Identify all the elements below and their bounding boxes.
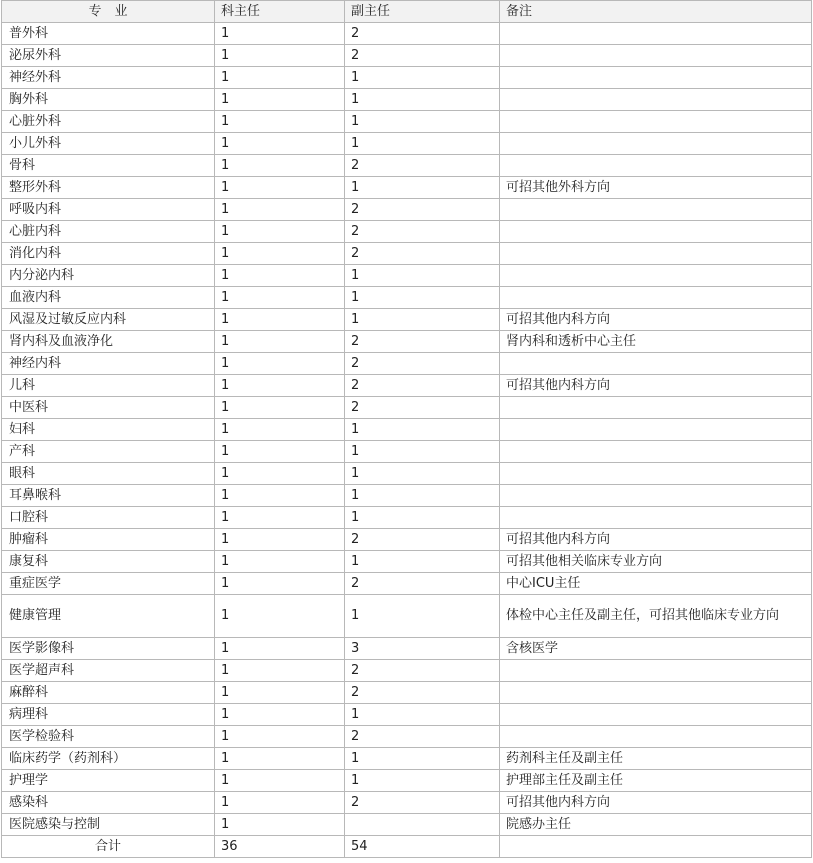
table-row bbox=[2, 419, 812, 441]
table-header-row bbox=[2, 1, 812, 23]
cell-department-head: 1 bbox=[215, 726, 345, 748]
cell-deputy-head: 2 bbox=[345, 331, 500, 353]
cell-deputy-head: 2 bbox=[345, 529, 500, 551]
cell-department-head: 1 bbox=[215, 397, 345, 419]
cell-deputy-head: 2 bbox=[345, 243, 500, 265]
cell-department-head: 1 bbox=[215, 375, 345, 397]
table-row bbox=[2, 221, 812, 243]
cell-specialty: 妇科 bbox=[2, 419, 215, 441]
total-row bbox=[2, 836, 812, 858]
cell-deputy-head: 2 bbox=[345, 682, 500, 704]
cell-department-head: 1 bbox=[215, 23, 345, 45]
cell-remarks: 中心ICU主任 bbox=[500, 573, 812, 595]
cell-specialty: 神经外科 bbox=[2, 67, 215, 89]
cell-specialty: 耳鼻喉科 bbox=[2, 485, 215, 507]
cell-department-head: 1 bbox=[215, 419, 345, 441]
table-row bbox=[2, 595, 812, 638]
cell-deputy-head: 2 bbox=[345, 23, 500, 45]
total-department-head: 36 bbox=[215, 836, 345, 858]
cell-department-head: 1 bbox=[215, 89, 345, 111]
cell-deputy-head: 2 bbox=[345, 221, 500, 243]
cell-remarks bbox=[500, 485, 812, 507]
cell-department-head: 1 bbox=[215, 287, 345, 309]
cell-specialty: 胸外科 bbox=[2, 89, 215, 111]
cell-department-head: 1 bbox=[215, 67, 345, 89]
cell-remarks: 可招其他相关临床专业方向 bbox=[500, 551, 812, 573]
total-remarks bbox=[500, 836, 812, 858]
cell-deputy-head: 1 bbox=[345, 485, 500, 507]
cell-remarks bbox=[500, 155, 812, 177]
cell-deputy-head: 1 bbox=[345, 67, 500, 89]
cell-specialty: 口腔科 bbox=[2, 507, 215, 529]
cell-remarks bbox=[500, 704, 812, 726]
cell-specialty: 医学检验科 bbox=[2, 726, 215, 748]
cell-deputy-head: 1 bbox=[345, 111, 500, 133]
table-row bbox=[2, 375, 812, 397]
cell-remarks: 含核医学 bbox=[500, 638, 812, 660]
cell-department-head: 1 bbox=[215, 331, 345, 353]
table-row bbox=[2, 463, 812, 485]
cell-department-head: 1 bbox=[215, 704, 345, 726]
cell-remarks bbox=[500, 111, 812, 133]
cell-specialty: 感染科 bbox=[2, 792, 215, 814]
cell-specialty: 肾内科及血液净化 bbox=[2, 331, 215, 353]
table-row bbox=[2, 441, 812, 463]
cell-specialty: 眼科 bbox=[2, 463, 215, 485]
cell-deputy-head: 1 bbox=[345, 309, 500, 331]
cell-specialty: 护理学 bbox=[2, 770, 215, 792]
cell-specialty: 病理科 bbox=[2, 704, 215, 726]
cell-department-head: 1 bbox=[215, 111, 345, 133]
cell-specialty: 普外科 bbox=[2, 23, 215, 45]
table-row bbox=[2, 792, 812, 814]
cell-deputy-head: 1 bbox=[345, 704, 500, 726]
cell-department-head: 1 bbox=[215, 770, 345, 792]
table-body bbox=[2, 1, 812, 858]
cell-specialty: 心脏内科 bbox=[2, 221, 215, 243]
cell-specialty: 内分泌内科 bbox=[2, 265, 215, 287]
cell-deputy-head: 2 bbox=[345, 792, 500, 814]
cell-remarks bbox=[500, 67, 812, 89]
cell-specialty: 中医科 bbox=[2, 397, 215, 419]
table-row bbox=[2, 748, 812, 770]
cell-remarks bbox=[500, 397, 812, 419]
table-row bbox=[2, 89, 812, 111]
cell-remarks: 可招其他外科方向 bbox=[500, 177, 812, 199]
cell-deputy-head: 2 bbox=[345, 199, 500, 221]
cell-department-head: 1 bbox=[215, 551, 345, 573]
cell-department-head: 1 bbox=[215, 265, 345, 287]
cell-department-head: 1 bbox=[215, 682, 345, 704]
cell-specialty: 医学超声科 bbox=[2, 660, 215, 682]
cell-department-head: 1 bbox=[215, 155, 345, 177]
table-row bbox=[2, 638, 812, 660]
cell-deputy-head: 2 bbox=[345, 353, 500, 375]
table-row bbox=[2, 265, 812, 287]
cell-specialty: 血液内科 bbox=[2, 287, 215, 309]
cell-remarks: 可招其他内科方向 bbox=[500, 375, 812, 397]
table-row bbox=[2, 133, 812, 155]
cell-department-head: 1 bbox=[215, 177, 345, 199]
header-department-head: 科主任 bbox=[215, 1, 345, 23]
table-row bbox=[2, 177, 812, 199]
cell-remarks bbox=[500, 353, 812, 375]
cell-deputy-head: 2 bbox=[345, 573, 500, 595]
cell-specialty: 风湿及过敏反应内科 bbox=[2, 309, 215, 331]
table-row bbox=[2, 67, 812, 89]
cell-deputy-head: 1 bbox=[345, 770, 500, 792]
table-row bbox=[2, 814, 812, 836]
cell-remarks: 药剂科主任及副主任 bbox=[500, 748, 812, 770]
cell-specialty: 健康管理 bbox=[2, 595, 215, 638]
header-deputy-head: 副主任 bbox=[345, 1, 500, 23]
cell-deputy-head: 1 bbox=[345, 463, 500, 485]
table-row bbox=[2, 397, 812, 419]
cell-deputy-head: 1 bbox=[345, 551, 500, 573]
table-row bbox=[2, 287, 812, 309]
cell-department-head: 1 bbox=[215, 529, 345, 551]
cell-deputy-head: 1 bbox=[345, 177, 500, 199]
cell-remarks bbox=[500, 507, 812, 529]
cell-department-head: 1 bbox=[215, 485, 345, 507]
cell-department-head: 1 bbox=[215, 660, 345, 682]
cell-deputy-head: 1 bbox=[345, 265, 500, 287]
table-row bbox=[2, 529, 812, 551]
cell-deputy-head bbox=[345, 814, 500, 836]
cell-department-head: 1 bbox=[215, 463, 345, 485]
cell-deputy-head: 2 bbox=[345, 155, 500, 177]
table-row bbox=[2, 45, 812, 67]
cell-deputy-head: 1 bbox=[345, 507, 500, 529]
cell-specialty: 儿科 bbox=[2, 375, 215, 397]
cell-specialty: 心脏外科 bbox=[2, 111, 215, 133]
table-row bbox=[2, 199, 812, 221]
cell-department-head: 1 bbox=[215, 309, 345, 331]
cell-remarks bbox=[500, 265, 812, 287]
cell-remarks bbox=[500, 199, 812, 221]
table-row bbox=[2, 309, 812, 331]
cell-deputy-head: 1 bbox=[345, 287, 500, 309]
cell-deputy-head: 2 bbox=[345, 726, 500, 748]
cell-department-head: 1 bbox=[215, 199, 345, 221]
total-label: 合计 bbox=[2, 836, 215, 858]
cell-deputy-head: 1 bbox=[345, 419, 500, 441]
cell-specialty: 肿瘤科 bbox=[2, 529, 215, 551]
cell-deputy-head: 2 bbox=[345, 45, 500, 67]
cell-specialty: 产科 bbox=[2, 441, 215, 463]
header-remarks: 备注 bbox=[500, 1, 812, 23]
cell-specialty: 骨科 bbox=[2, 155, 215, 177]
cell-deputy-head: 2 bbox=[345, 660, 500, 682]
cell-remarks bbox=[500, 419, 812, 441]
cell-specialty: 重症医学 bbox=[2, 573, 215, 595]
cell-department-head: 1 bbox=[215, 748, 345, 770]
cell-remarks bbox=[500, 243, 812, 265]
cell-department-head: 1 bbox=[215, 133, 345, 155]
table-row bbox=[2, 155, 812, 177]
table-row bbox=[2, 704, 812, 726]
cell-specialty: 泌尿外科 bbox=[2, 45, 215, 67]
cell-specialty: 临床药学（药剂科） bbox=[2, 748, 215, 770]
cell-remarks: 可招其他内科方向 bbox=[500, 792, 812, 814]
cell-specialty: 医院感染与控制 bbox=[2, 814, 215, 836]
cell-remarks bbox=[500, 287, 812, 309]
cell-remarks: 可招其他内科方向 bbox=[500, 529, 812, 551]
cell-remarks bbox=[500, 23, 812, 45]
cell-remarks bbox=[500, 726, 812, 748]
cell-deputy-head: 3 bbox=[345, 638, 500, 660]
cell-department-head: 1 bbox=[215, 573, 345, 595]
cell-remarks: 护理部主任及副主任 bbox=[500, 770, 812, 792]
table-row bbox=[2, 111, 812, 133]
table-row bbox=[2, 485, 812, 507]
cell-specialty: 消化内科 bbox=[2, 243, 215, 265]
staffing-table bbox=[1, 0, 812, 858]
table-row bbox=[2, 660, 812, 682]
cell-deputy-head: 1 bbox=[345, 595, 500, 638]
cell-remarks bbox=[500, 45, 812, 67]
cell-specialty: 整形外科 bbox=[2, 177, 215, 199]
cell-remarks bbox=[500, 89, 812, 111]
table-row bbox=[2, 770, 812, 792]
cell-department-head: 1 bbox=[215, 221, 345, 243]
cell-remarks bbox=[500, 133, 812, 155]
cell-deputy-head: 2 bbox=[345, 375, 500, 397]
table-row bbox=[2, 573, 812, 595]
cell-specialty: 麻醉科 bbox=[2, 682, 215, 704]
cell-specialty: 康复科 bbox=[2, 551, 215, 573]
cell-specialty: 神经内科 bbox=[2, 353, 215, 375]
cell-remarks: 体检中心主任及副主任，可招其他临床专业方向 bbox=[500, 595, 812, 638]
cell-remarks bbox=[500, 221, 812, 243]
cell-deputy-head: 1 bbox=[345, 441, 500, 463]
table-row bbox=[2, 682, 812, 704]
table-row bbox=[2, 243, 812, 265]
cell-remarks bbox=[500, 463, 812, 485]
cell-remarks: 可招其他内科方向 bbox=[500, 309, 812, 331]
cell-deputy-head: 1 bbox=[345, 89, 500, 111]
table-row bbox=[2, 551, 812, 573]
cell-department-head: 1 bbox=[215, 792, 345, 814]
cell-remarks: 肾内科和透析中心主任 bbox=[500, 331, 812, 353]
cell-department-head: 1 bbox=[215, 45, 345, 67]
cell-department-head: 1 bbox=[215, 638, 345, 660]
cell-department-head: 1 bbox=[215, 507, 345, 529]
cell-deputy-head: 1 bbox=[345, 133, 500, 155]
cell-deputy-head: 1 bbox=[345, 748, 500, 770]
cell-remarks: 院感办主任 bbox=[500, 814, 812, 836]
cell-department-head: 1 bbox=[215, 595, 345, 638]
table-row bbox=[2, 331, 812, 353]
cell-deputy-head: 2 bbox=[345, 397, 500, 419]
cell-specialty: 呼吸内科 bbox=[2, 199, 215, 221]
cell-specialty: 医学影像科 bbox=[2, 638, 215, 660]
cell-department-head: 1 bbox=[215, 353, 345, 375]
table-row bbox=[2, 353, 812, 375]
table-row bbox=[2, 507, 812, 529]
header-specialty: 专 业 bbox=[2, 1, 215, 23]
cell-department-head: 1 bbox=[215, 243, 345, 265]
cell-remarks bbox=[500, 441, 812, 463]
total-deputy-head: 54 bbox=[345, 836, 500, 858]
table-row bbox=[2, 23, 812, 45]
cell-department-head: 1 bbox=[215, 441, 345, 463]
cell-remarks bbox=[500, 660, 812, 682]
cell-department-head: 1 bbox=[215, 814, 345, 836]
cell-remarks bbox=[500, 682, 812, 704]
table-row bbox=[2, 726, 812, 748]
cell-specialty: 小儿外科 bbox=[2, 133, 215, 155]
